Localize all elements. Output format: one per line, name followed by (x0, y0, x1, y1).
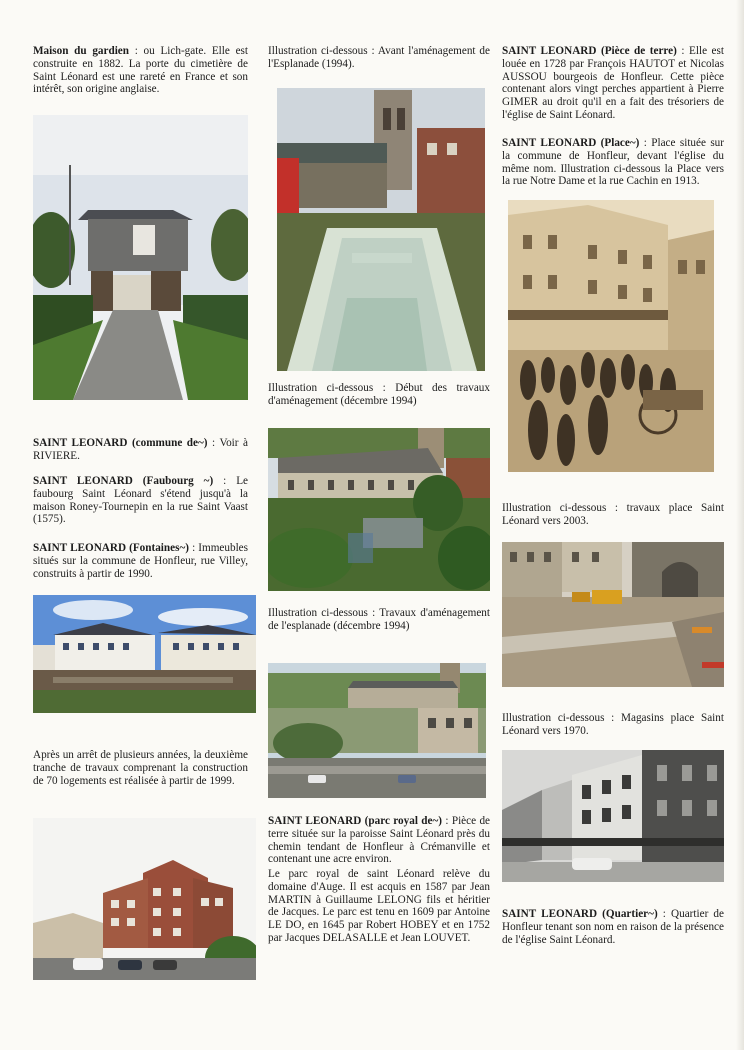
parc-royal-history: Le parc royal de saint Léonard relève du domaine d'Auge. Il est acquis en 1587 par Jean MARTIN à Guillaume LELONG fils et héritier de Jacques. Le parc est tenu en 1609 par Antoine LE DO, en 1645 par Robert HOBEY et en 1752 par Jacques DELASALLE et Jean LOUVET. (268, 868, 490, 944)
entry-text: : Le faubourg Saint Léonard s'étend jusqu'à la maison Roney-Tournepin en la rue Saint Vaast (1575). (33, 475, 248, 526)
entry-term: SAINT LEONARD (Fontaines~) (33, 542, 189, 554)
entry-text: : Voir à RIVIERE. (33, 437, 248, 462)
caption-travaux-2003: Illustration ci-dessous : travaux place Saint Léonard vers 2003. (502, 502, 724, 527)
works-december-photo (268, 663, 486, 798)
piece-de-terre-entry (502, 45, 724, 122)
entry-term: SAINT LEONARD (Place~) (502, 137, 640, 149)
apres-paragraph: Après un arrêt de plusieurs années, la deuxième tranche de travaux comprenant la construction de 70 logements est réalisée à partir de 1999. (33, 749, 248, 787)
page-edge-shadow (736, 0, 744, 1050)
logements-photo (33, 818, 256, 980)
caption-travaux-esplanade: Illustration ci-dessous : Travaux d'aménagement de l'esplanade (décembre 1994) (268, 607, 490, 632)
entry-text: : ou Lich-gate. Elle est construite en 1882. La porte du cimetière de Saint Léonard est une rareté en France et son intérêt, son origine anglaise. (33, 45, 249, 96)
entry-term: SAINT LEONARD (Faubourg ~) (33, 475, 214, 487)
entry-term: SAINT LEONARD (Pièce de terre) (502, 45, 677, 57)
entry-term: SAINT LEONARD (commune de~) (33, 437, 208, 449)
place-2003-photo (502, 542, 724, 687)
parc-royal-entry (268, 815, 490, 866)
caption-debut-travaux: Illustration ci-dessous : Début des travaux d'aménagement (décembre 1994) (268, 382, 490, 407)
esplanade-before-photo (277, 88, 485, 371)
caption-magasins-1970: Illustration ci-dessous : Magasins place Saint Léonard vers 1970. (502, 712, 724, 737)
lich-gate-photo (33, 115, 248, 400)
entry-term: Maison du gardien (33, 45, 129, 57)
place-entry (502, 137, 724, 188)
fontaines-photo (33, 595, 256, 713)
place-1913-photo (508, 200, 714, 472)
entry-text: : Place située sur la commune de Honfleur, devant l'église du même nom. Illustration ci-dessous la Place vers la rue Notre Dame et la rue Cachin en 1913. (502, 137, 724, 188)
caption-esplanade-avant: Illustration ci-dessous : Avant l'aménagement de l'Esplanade (1994). (268, 45, 490, 70)
works-start-photo (268, 428, 490, 591)
commune-entry (33, 437, 248, 463)
entry-text: : Quartier de Honfleur tenant son nom en raison de la présence de l'église Saint Léonard. (502, 908, 724, 946)
entry-text: : Elle est louée en 1728 par François HAUTOT et Nicolas AUSSOU bourgeois de Honfleur. Cette pièce contenant alors vingt perches appartient à Pierre GIMER au droit qu'il en a fait des trésoriers de l'église de Saint Léonard. (502, 45, 724, 121)
entry-term: SAINT LEONARD (Quartier~) (502, 908, 658, 920)
magasins-1970-photo (502, 750, 724, 882)
maison-du-gardien-entry (33, 45, 248, 96)
entry-term: SAINT LEONARD (parc royal de~) (268, 815, 443, 827)
entry-text: : Pièce de terre située sur la paroisse Saint Léonard près du chemin tendant de Honfleur à Crémanville et contenant une acre environ. (268, 815, 490, 866)
faubourg-entry (33, 475, 248, 526)
fontaines-entry (33, 542, 248, 580)
entry-text: : Immeubles situés sur la commune de Honfleur, rue Villey, construits à partir de 1990. (33, 542, 248, 580)
quartier-entry (502, 908, 724, 946)
